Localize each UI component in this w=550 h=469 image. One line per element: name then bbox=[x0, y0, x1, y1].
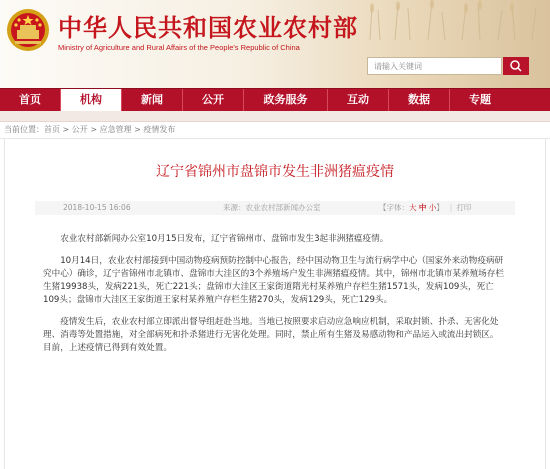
breadcrumb-item-home[interactable]: 首页 bbox=[44, 125, 60, 134]
breadcrumb-separator: > bbox=[60, 125, 72, 134]
font-size-controls bbox=[379, 201, 471, 215]
site-title: 中华人民共和国农业农村部 bbox=[58, 14, 358, 42]
article-meta-bar bbox=[35, 201, 515, 215]
article-paragraph: 农业农村部新闻办公室10月15日发布，辽宁省锦州市、盘锦市发生3起非洲猪瘟疫情。 bbox=[60, 234, 389, 244]
article-paragraph: 10月14日，农业农村部接到中国动物疫病预防控制中心报告，经中国动物卫生与流行病学中心（国家外来动物疫病研究中心）确诊，辽宁省锦州市北镇市、盘锦市大洼区的3个养殖场户发生非洲猪瘟疫情。其中，锦州市北镇市某养殖场存栏生猪19938头，发病221头，死亡221头；盘锦市大洼区王家街道隋光村某养殖户存栏生猪1571头，发病109头，死亡109头；盘锦市大洼区王家街道王家村某养殖户存栏生猪270头，发病129头，死亡129头。 bbox=[43, 256, 504, 305]
main-nav bbox=[0, 88, 550, 111]
nav-item-news[interactable]: 新闻 bbox=[122, 89, 183, 111]
sub-nav-bar bbox=[0, 111, 550, 122]
font-size-large-button[interactable]: 大 bbox=[409, 203, 417, 212]
article-paragraph: 疫情发生后，农业农村部立即派出督导组赶赴当地。当地已按照要求启动应急响应机制，采取封锁、扑杀、无害化处理、消毒等处置措施，对全部病死和扑杀猪进行无害化处理。同时，禁止所有生猪及易感动物和产品运入或流出封锁区。目前，上述疫情已得到有效处置。 bbox=[43, 317, 499, 353]
search-button[interactable] bbox=[503, 57, 529, 75]
article-source: 来源：农业农村部新闻办公室 bbox=[223, 203, 321, 212]
breadcrumb-item-public[interactable]: 公开 bbox=[71, 125, 88, 134]
font-size-label-close: 】 bbox=[436, 203, 444, 212]
nav-item-interaction[interactable]: 互动 bbox=[328, 89, 389, 111]
site-header bbox=[0, 0, 550, 88]
nav-item-government-services[interactable]: 政务服务 bbox=[244, 89, 328, 111]
search-input[interactable] bbox=[367, 57, 502, 75]
nav-item-data[interactable]: 数据 bbox=[389, 89, 450, 111]
article-container bbox=[4, 139, 546, 469]
nav-item-home[interactable]: 首页 bbox=[0, 89, 61, 111]
article-body bbox=[43, 233, 507, 355]
site-subtitle: Ministry of Agriculture and Rural Affairs of the People's Republic of China bbox=[58, 43, 300, 52]
article-title: 辽宁省锦州市盘锦市发生非洲猪瘟疫情 bbox=[156, 164, 394, 180]
nav-item-topics[interactable]: 专题 bbox=[469, 93, 491, 106]
breadcrumb-item-epidemic[interactable]: 疫情发布 bbox=[143, 125, 176, 134]
font-size-label: 【字体： bbox=[379, 203, 409, 212]
breadcrumb bbox=[0, 122, 550, 139]
print-button[interactable]: 打印 bbox=[456, 203, 472, 212]
nav-item-organizations[interactable]: 机构 bbox=[61, 89, 122, 111]
breadcrumb-separator: > bbox=[87, 125, 100, 134]
national-emblem-icon bbox=[6, 8, 50, 52]
breadcrumb-prefix: 当前位置： bbox=[4, 125, 44, 134]
font-size-small-button[interactable]: 小 bbox=[428, 203, 437, 212]
breadcrumb-separator: > bbox=[131, 125, 144, 134]
meta-divider: | bbox=[449, 203, 453, 212]
font-size-medium-button[interactable]: 中 bbox=[418, 203, 427, 212]
article-date: 2018-10-15 16:06 bbox=[63, 203, 131, 212]
search-icon bbox=[503, 57, 529, 75]
breadcrumb-item-emergency[interactable]: 应急管理 bbox=[99, 125, 132, 134]
nav-item-public[interactable]: 公开 bbox=[183, 89, 244, 111]
